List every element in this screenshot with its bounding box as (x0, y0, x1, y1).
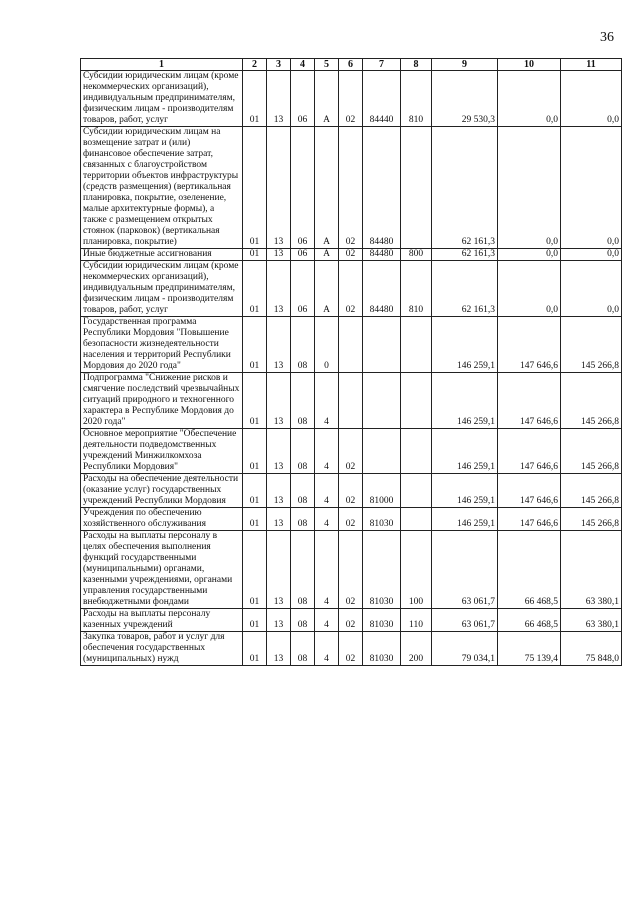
row-name: Расходы на выплаты персоналу в целях обеспечения выполнения функций государственными (муниципальными) органами, казенными учреждениями, органами управления государственными внебюджетными фондами (81, 531, 243, 609)
cell-activity: 02 (339, 429, 363, 474)
cell-program: 08 (291, 317, 315, 373)
table-row (81, 474, 622, 508)
cell-expense-type: 800 (401, 249, 432, 261)
cell-direction: 84480 (363, 127, 401, 249)
cell-amount-3: 145 266,8 (561, 474, 622, 508)
cell-amount-1: 146 259,1 (432, 474, 498, 508)
cell-subprogram: 4 (315, 474, 339, 508)
row-name: Закупка товаров, работ и услуг для обеспечения государственных (муниципальных) нужд (81, 632, 243, 666)
cell-amount-1: 79 034,1 (432, 632, 498, 666)
column-header: 2 (243, 59, 267, 71)
cell-amount-2: 0,0 (498, 127, 561, 249)
cell-subsection: 13 (267, 317, 291, 373)
cell-direction (363, 317, 401, 373)
cell-subprogram: А (315, 127, 339, 249)
table-row (81, 429, 622, 474)
cell-amount-2: 66 468,5 (498, 609, 561, 632)
row-name: Подпрограмма "Снижение рисков и смягчение последствий чрезвычайных ситуаций природного и техногенного характера в Республике Мордовия до 2020 года" (81, 373, 243, 429)
cell-amount-1: 146 259,1 (432, 429, 498, 474)
cell-subprogram: 4 (315, 508, 339, 531)
cell-program: 06 (291, 127, 315, 249)
cell-section: 01 (243, 609, 267, 632)
cell-subprogram: 4 (315, 609, 339, 632)
cell-expense-type: 100 (401, 531, 432, 609)
cell-subsection: 13 (267, 127, 291, 249)
cell-program: 06 (291, 261, 315, 317)
cell-amount-2: 0,0 (498, 249, 561, 261)
cell-activity: 02 (339, 261, 363, 317)
cell-subsection: 13 (267, 249, 291, 261)
table-row (81, 249, 622, 261)
budget-table (80, 58, 622, 666)
cell-amount-1: 63 061,7 (432, 531, 498, 609)
row-name: Основное мероприятие "Обеспечение деятельности подведомственных учреждений Минжилкомхоза Республики Мордовия" (81, 429, 243, 474)
cell-activity: 02 (339, 127, 363, 249)
cell-amount-3: 145 266,8 (561, 429, 622, 474)
column-header: 7 (363, 59, 401, 71)
header-row (81, 59, 622, 71)
cell-expense-type: 200 (401, 632, 432, 666)
cell-amount-1: 62 161,3 (432, 261, 498, 317)
row-name: Субсидии юридическим лицам (кроме некоммерческих организаций), индивидуальным предпринимателям, физическим лицам - производителям товаров, работ, услуг (81, 71, 243, 127)
column-header: 4 (291, 59, 315, 71)
cell-amount-2: 147 646,6 (498, 373, 561, 429)
row-name: Расходы на обеспечение деятельности (оказание услуг) государственных учреждений Республики Мордовия (81, 474, 243, 508)
cell-expense-type (401, 373, 432, 429)
cell-expense-type: 810 (401, 261, 432, 317)
cell-activity: 02 (339, 474, 363, 508)
cell-amount-3: 145 266,8 (561, 508, 622, 531)
cell-amount-3: 0,0 (561, 71, 622, 127)
cell-program: 08 (291, 609, 315, 632)
table-row (81, 632, 622, 666)
cell-subsection: 13 (267, 508, 291, 531)
cell-amount-1: 146 259,1 (432, 508, 498, 531)
cell-amount-1: 146 259,1 (432, 317, 498, 373)
cell-amount-1: 29 530,3 (432, 71, 498, 127)
cell-subprogram: А (315, 71, 339, 127)
column-header: 3 (267, 59, 291, 71)
cell-subprogram: А (315, 261, 339, 317)
cell-amount-2: 147 646,6 (498, 474, 561, 508)
cell-expense-type (401, 474, 432, 508)
cell-amount-1: 63 061,7 (432, 609, 498, 632)
cell-direction (363, 373, 401, 429)
cell-expense-type (401, 508, 432, 531)
cell-section: 01 (243, 261, 267, 317)
cell-amount-2: 147 646,6 (498, 429, 561, 474)
cell-expense-type (401, 429, 432, 474)
cell-amount-2: 147 646,6 (498, 508, 561, 531)
cell-program: 08 (291, 373, 315, 429)
column-header: 8 (401, 59, 432, 71)
cell-expense-type (401, 317, 432, 373)
cell-subprogram: 4 (315, 373, 339, 429)
cell-activity: 02 (339, 632, 363, 666)
cell-activity: 02 (339, 249, 363, 261)
cell-direction: 81030 (363, 632, 401, 666)
cell-direction: 81030 (363, 531, 401, 609)
table-row (81, 71, 622, 127)
cell-direction: 81030 (363, 609, 401, 632)
row-name: Иные бюджетные ассигнования (81, 249, 243, 261)
cell-subsection: 13 (267, 261, 291, 317)
column-header: 9 (432, 59, 498, 71)
table-row (81, 127, 622, 249)
cell-amount-2: 0,0 (498, 71, 561, 127)
cell-subprogram: 4 (315, 632, 339, 666)
column-header: 6 (339, 59, 363, 71)
column-header: 11 (561, 59, 622, 71)
cell-section: 01 (243, 373, 267, 429)
cell-section: 01 (243, 127, 267, 249)
cell-subsection: 13 (267, 429, 291, 474)
cell-amount-1: 62 161,3 (432, 249, 498, 261)
cell-program: 08 (291, 508, 315, 531)
cell-expense-type: 810 (401, 71, 432, 127)
cell-activity: 02 (339, 531, 363, 609)
cell-program: 06 (291, 249, 315, 261)
cell-activity (339, 373, 363, 429)
cell-expense-type: 110 (401, 609, 432, 632)
cell-section: 01 (243, 317, 267, 373)
row-name: Государственная программа Республики Мордовия "Повышение безопасности жизнедеятельности населения и территорий Республики Мордовия до 2020 года" (81, 317, 243, 373)
cell-direction: 81000 (363, 474, 401, 508)
row-name: Субсидии юридическим лицам (кроме некоммерческих организаций), индивидуальным предпринимателям, физическим лицам - производителям товаров, работ, услуг (81, 261, 243, 317)
cell-program: 06 (291, 71, 315, 127)
cell-expense-type (401, 127, 432, 249)
cell-program: 08 (291, 531, 315, 609)
column-header: 10 (498, 59, 561, 71)
cell-subprogram: 0 (315, 317, 339, 373)
cell-amount-3: 75 848,0 (561, 632, 622, 666)
cell-subsection: 13 (267, 71, 291, 127)
table-row (81, 508, 622, 531)
cell-section: 01 (243, 508, 267, 531)
cell-direction (363, 429, 401, 474)
cell-amount-2: 66 468,5 (498, 531, 561, 609)
table-row (81, 531, 622, 609)
cell-section: 01 (243, 249, 267, 261)
cell-program: 08 (291, 632, 315, 666)
table-row (81, 609, 622, 632)
cell-amount-1: 146 259,1 (432, 373, 498, 429)
cell-amount-2: 0,0 (498, 261, 561, 317)
cell-direction: 84440 (363, 71, 401, 127)
cell-section: 01 (243, 474, 267, 508)
cell-direction: 84480 (363, 261, 401, 317)
cell-program: 08 (291, 474, 315, 508)
cell-amount-2: 75 139,4 (498, 632, 561, 666)
cell-section: 01 (243, 429, 267, 474)
cell-subsection: 13 (267, 474, 291, 508)
cell-direction: 84480 (363, 249, 401, 261)
cell-amount-3: 0,0 (561, 127, 622, 249)
cell-amount-3: 0,0 (561, 261, 622, 317)
row-name: Субсидии юридическим лицам на возмещение затрат и (или) финансовое обеспечение затрат, связанных с благоустройством территории объектов инфраструктуры (средств размещения) (вертикальная планировка, покрытие, озеленение, малые архитектурные формы), а также с размещением открытых стоянок (парковок) (вертикальная планировка, покрытие) (81, 127, 243, 249)
cell-activity: 02 (339, 508, 363, 531)
cell-subprogram: 4 (315, 429, 339, 474)
cell-program: 08 (291, 429, 315, 474)
column-header: 5 (315, 59, 339, 71)
cell-amount-3: 63 380,1 (561, 609, 622, 632)
cell-activity: 02 (339, 609, 363, 632)
table-row (81, 261, 622, 317)
table-row (81, 317, 622, 373)
cell-amount-1: 62 161,3 (432, 127, 498, 249)
table-row (81, 373, 622, 429)
cell-subprogram: 4 (315, 531, 339, 609)
row-name: Учреждения по обеспечению хозяйственного обслуживания (81, 508, 243, 531)
page-number: 36 (600, 30, 614, 45)
cell-activity: 02 (339, 71, 363, 127)
cell-section: 01 (243, 531, 267, 609)
cell-amount-3: 145 266,8 (561, 373, 622, 429)
cell-activity (339, 317, 363, 373)
column-header: 1 (81, 59, 243, 71)
cell-subsection: 13 (267, 531, 291, 609)
cell-subsection: 13 (267, 632, 291, 666)
cell-subprogram: А (315, 249, 339, 261)
cell-direction: 81030 (363, 508, 401, 531)
cell-subsection: 13 (267, 609, 291, 632)
cell-amount-3: 63 380,1 (561, 531, 622, 609)
cell-subsection: 13 (267, 373, 291, 429)
cell-amount-3: 145 266,8 (561, 317, 622, 373)
row-name: Расходы на выплаты персоналу казенных учреждений (81, 609, 243, 632)
cell-section: 01 (243, 632, 267, 666)
cell-amount-2: 147 646,6 (498, 317, 561, 373)
cell-amount-3: 0,0 (561, 249, 622, 261)
cell-section: 01 (243, 71, 267, 127)
